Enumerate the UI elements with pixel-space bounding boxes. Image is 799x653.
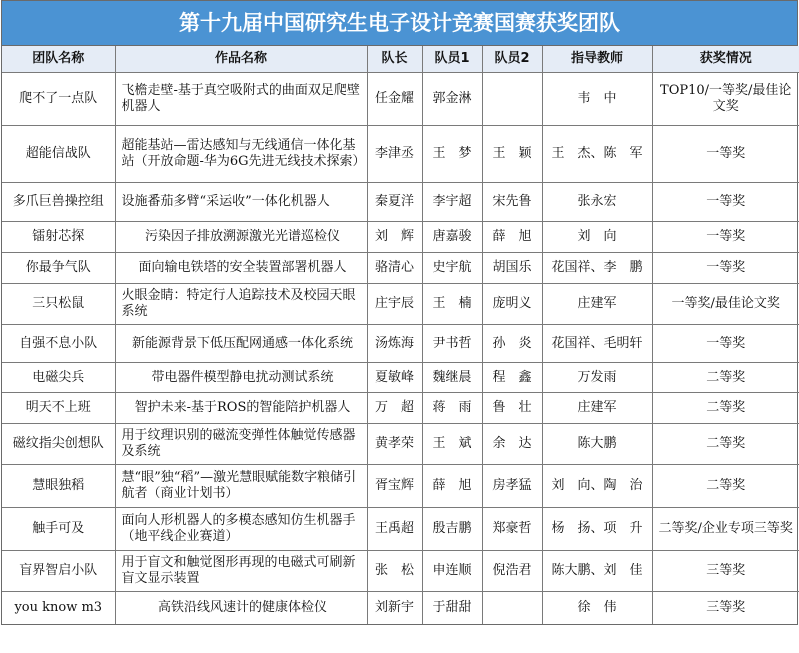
- advisor: 庄建军: [542, 284, 652, 325]
- table-row: [2, 325, 799, 363]
- member1: 王 斌: [422, 424, 482, 465]
- member1: 史宇航: [422, 253, 482, 284]
- team-name: 你最争气队: [2, 253, 115, 284]
- leader: 庄宇辰: [367, 284, 422, 325]
- member1: 王 楠: [422, 284, 482, 325]
- member2: 房孝猛: [482, 465, 542, 508]
- work-title: 用于纹理识别的磁流变弹性体触觉传感器及系统: [115, 424, 367, 465]
- member1: 王 梦: [422, 126, 482, 183]
- work-title: 面向输电铁塔的安全装置部署机器人: [115, 253, 367, 284]
- team-name: 磁纹指尖创想队: [2, 424, 115, 465]
- table-row: [2, 508, 799, 551]
- team-name: 自强不息小队: [2, 325, 115, 363]
- advisor: 花国祥、毛明轩: [542, 325, 652, 363]
- advisor: 张永宏: [542, 183, 652, 222]
- award: 一等奖: [652, 222, 799, 253]
- leader: 黄孝荣: [367, 424, 422, 465]
- leader: 刘 辉: [367, 222, 422, 253]
- award-table-container: [1, 0, 798, 625]
- advisor: 韦 中: [542, 73, 652, 126]
- award: 二等奖: [652, 363, 799, 393]
- member1: 申连顺: [422, 551, 482, 592]
- table-row: [2, 126, 799, 183]
- team-name: 三只松鼠: [2, 284, 115, 325]
- team-name: 爬不了一点队: [2, 73, 115, 126]
- header-team: 团队名称: [2, 46, 115, 73]
- leader: 骆清心: [367, 253, 422, 284]
- table-row: [2, 253, 799, 284]
- work-title: 飞檐走壁-基于真空吸附式的曲面双足爬壁机器人: [115, 73, 367, 126]
- team-name: 慧眼独稻: [2, 465, 115, 508]
- leader: 任金耀: [367, 73, 422, 126]
- leader: 李津丞: [367, 126, 422, 183]
- award: 二等奖: [652, 424, 799, 465]
- member1: 于甜甜: [422, 592, 482, 624]
- member2: 薛 旭: [482, 222, 542, 253]
- table-row: [2, 363, 799, 393]
- member1: 殷吉鹏: [422, 508, 482, 551]
- table-row: [2, 222, 799, 253]
- leader: 汤炼海: [367, 325, 422, 363]
- award: 二等奖: [652, 393, 799, 424]
- award: 一等奖: [652, 325, 799, 363]
- table-row: [2, 424, 799, 465]
- award-table: [2, 46, 799, 624]
- team-name: 触手可及: [2, 508, 115, 551]
- award: 三等奖: [652, 551, 799, 592]
- team-name: 盲界智启小队: [2, 551, 115, 592]
- team-name: 镭射芯探: [2, 222, 115, 253]
- member2: 胡国乐: [482, 253, 542, 284]
- leader: 张 松: [367, 551, 422, 592]
- leader: 刘新宇: [367, 592, 422, 624]
- advisor: 王 杰、陈 军: [542, 126, 652, 183]
- work-title: 污染因子排放溯源激光光谱巡检仪: [115, 222, 367, 253]
- work-title: 智护未来-基于ROS的智能陪护机器人: [115, 393, 367, 424]
- table-row: [2, 551, 799, 592]
- header-advisor: 指导教师: [542, 46, 652, 73]
- member1: 李宇超: [422, 183, 482, 222]
- member2: 程 鑫: [482, 363, 542, 393]
- work-title: 高铁沿线风速计的健康体检仪: [115, 592, 367, 624]
- member2: [482, 73, 542, 126]
- award: 一等奖: [652, 183, 799, 222]
- work-title: 超能基站—雷达感知与无线通信一体化基站（开放命题-华为6G先进无线技术探索）: [115, 126, 367, 183]
- advisor: 花国祥、李 鹏: [542, 253, 652, 284]
- member1: 蒋 雨: [422, 393, 482, 424]
- advisor: 庄建军: [542, 393, 652, 424]
- work-title: 面向人形机器人的多模态感知仿生机器手（地平线企业赛道）: [115, 508, 367, 551]
- member2: 郑豪哲: [482, 508, 542, 551]
- work-title: 慧“眼”独“稻”—激光慧眼赋能数字粮储引航者（商业计划书）: [115, 465, 367, 508]
- member2: 鲁 壮: [482, 393, 542, 424]
- team-name: you know m3: [2, 592, 115, 624]
- member1: 尹书哲: [422, 325, 482, 363]
- member1: 唐嘉骏: [422, 222, 482, 253]
- award: 一等奖/最佳论文奖: [652, 284, 799, 325]
- work-title: 设施番茄多臂“采运收”一体化机器人: [115, 183, 367, 222]
- team-name: 明天不上班: [2, 393, 115, 424]
- header-row: [2, 46, 799, 73]
- member1: 郭金淋: [422, 73, 482, 126]
- award: 一等奖: [652, 253, 799, 284]
- table-row: [2, 284, 799, 325]
- member1: 魏继晨: [422, 363, 482, 393]
- table-row: [2, 592, 799, 624]
- leader: 胥宝辉: [367, 465, 422, 508]
- leader: 万 超: [367, 393, 422, 424]
- award: 一等奖: [652, 126, 799, 183]
- team-name: 超能信战队: [2, 126, 115, 183]
- member2: 余 达: [482, 424, 542, 465]
- member2: 王 颖: [482, 126, 542, 183]
- member1: 薛 旭: [422, 465, 482, 508]
- work-title: 带电器件模型静电扰动测试系统: [115, 363, 367, 393]
- header-member1: 队员1: [422, 46, 482, 73]
- award: 二等奖/企业专项三等奖: [652, 508, 799, 551]
- leader: 王禹超: [367, 508, 422, 551]
- advisor: 陈大鹏、刘 佳: [542, 551, 652, 592]
- table-row: [2, 393, 799, 424]
- header-member2: 队员2: [482, 46, 542, 73]
- team-name: 电磁尖兵: [2, 363, 115, 393]
- advisor: 刘 向、陶 治: [542, 465, 652, 508]
- member2: 孙 炎: [482, 325, 542, 363]
- table-row: [2, 73, 799, 126]
- award: TOP10/一等奖/最佳论文奖: [652, 73, 799, 126]
- header-work: 作品名称: [115, 46, 367, 73]
- advisor: 徐 伟: [542, 592, 652, 624]
- advisor: 万发雨: [542, 363, 652, 393]
- advisor: 刘 向: [542, 222, 652, 253]
- member2: 庞明义: [482, 284, 542, 325]
- table-row: [2, 183, 799, 222]
- header-leader: 队长: [367, 46, 422, 73]
- work-title: 火眼金睛：特定行人追踪技术及校园天眼系统: [115, 284, 367, 325]
- award: 三等奖: [652, 592, 799, 624]
- advisor: 陈大鹏: [542, 424, 652, 465]
- member2: 倪浩君: [482, 551, 542, 592]
- leader: 夏敏峰: [367, 363, 422, 393]
- work-title: 用于盲文和触觉图形再现的电磁式可刷新盲文显示装置: [115, 551, 367, 592]
- leader: 秦夏洋: [367, 183, 422, 222]
- award: 二等奖: [652, 465, 799, 508]
- advisor: 杨 扬、项 升: [542, 508, 652, 551]
- table-row: [2, 465, 799, 508]
- member2: 宋先鲁: [482, 183, 542, 222]
- member2: [482, 592, 542, 624]
- work-title: 新能源背景下低压配网通感一体化系统: [115, 325, 367, 363]
- page-title: 第十九届中国研究生电子设计竞赛国赛获奖团队: [2, 1, 797, 46]
- team-name: 多爪巨兽操控组: [2, 183, 115, 222]
- header-award: 获奖情况: [652, 46, 799, 73]
